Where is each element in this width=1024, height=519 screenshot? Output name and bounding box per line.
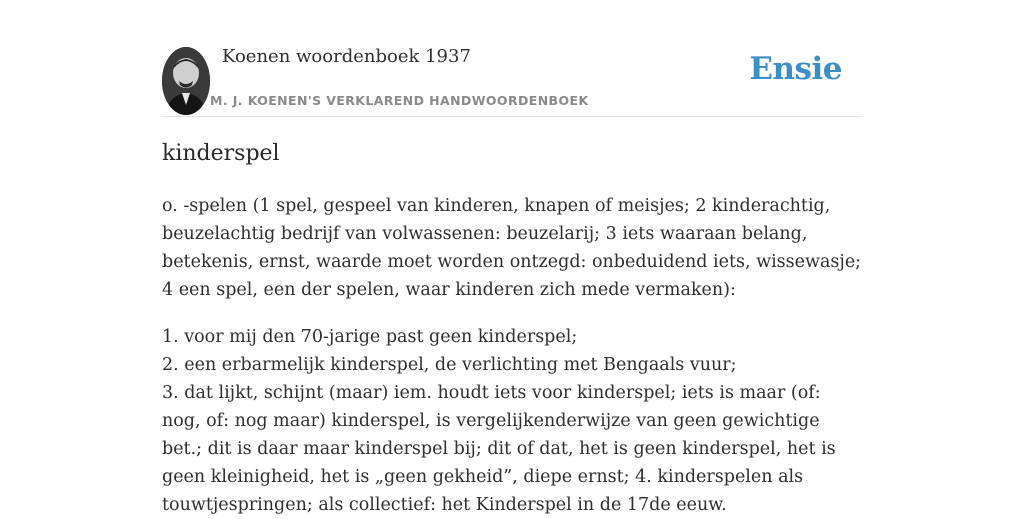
page <box>162 0 862 515</box>
entry-definition: o. -spelen (1 spel, gespeel van kinderen, knapen of meisjes; 2 kinderachtig, beuzelachtig bedrijf van volwassenen: beuzelarij; 3 iets waaraan belang, betekenis, ernst, waarde moet worden ontzegd: onbeduidend iets, wissewasje; 4 een spel, een der spelen, waar kinderen zich mede vermaken): <box>162 196 862 300</box>
ensie-logo-link[interactable]: Ensie <box>749 51 842 87</box>
entry-examples <box>162 323 862 519</box>
header <box>162 0 862 117</box>
author-portrait-icon <box>162 47 210 115</box>
entry-headword: kinderspel <box>162 141 280 166</box>
dictionary-subtitle: M. J. KOENEN'S VERKLAREND HANDWOORDENBOEK <box>210 93 589 108</box>
example-item: 2. een erbarmelijk kinderspel, de verlichting met Bengaals vuur; <box>162 355 737 375</box>
dictionary-title[interactable]: Koenen woordenboek 1937 <box>222 46 471 67</box>
example-item: 1. voor mij den 70-jarige past geen kinderspel; <box>162 327 578 347</box>
example-item: 3. dat lijkt, schijnt (maar) iem. houdt iets voor kinderspel; iets is maar (of: nog, of: nog maar) kinderspel, is vergelijkenderwijze van geen gewichtige bet.; dit is daar maar kinderspel bij; dit of dat, het is geen kinderspel, het is geen kleinigheid, het is „geen gekheid”, diepe ernst; 4. kinderspelen als touwtjespringen; als collectief: het Kinderspel in de 17de eeuw. <box>162 383 836 515</box>
